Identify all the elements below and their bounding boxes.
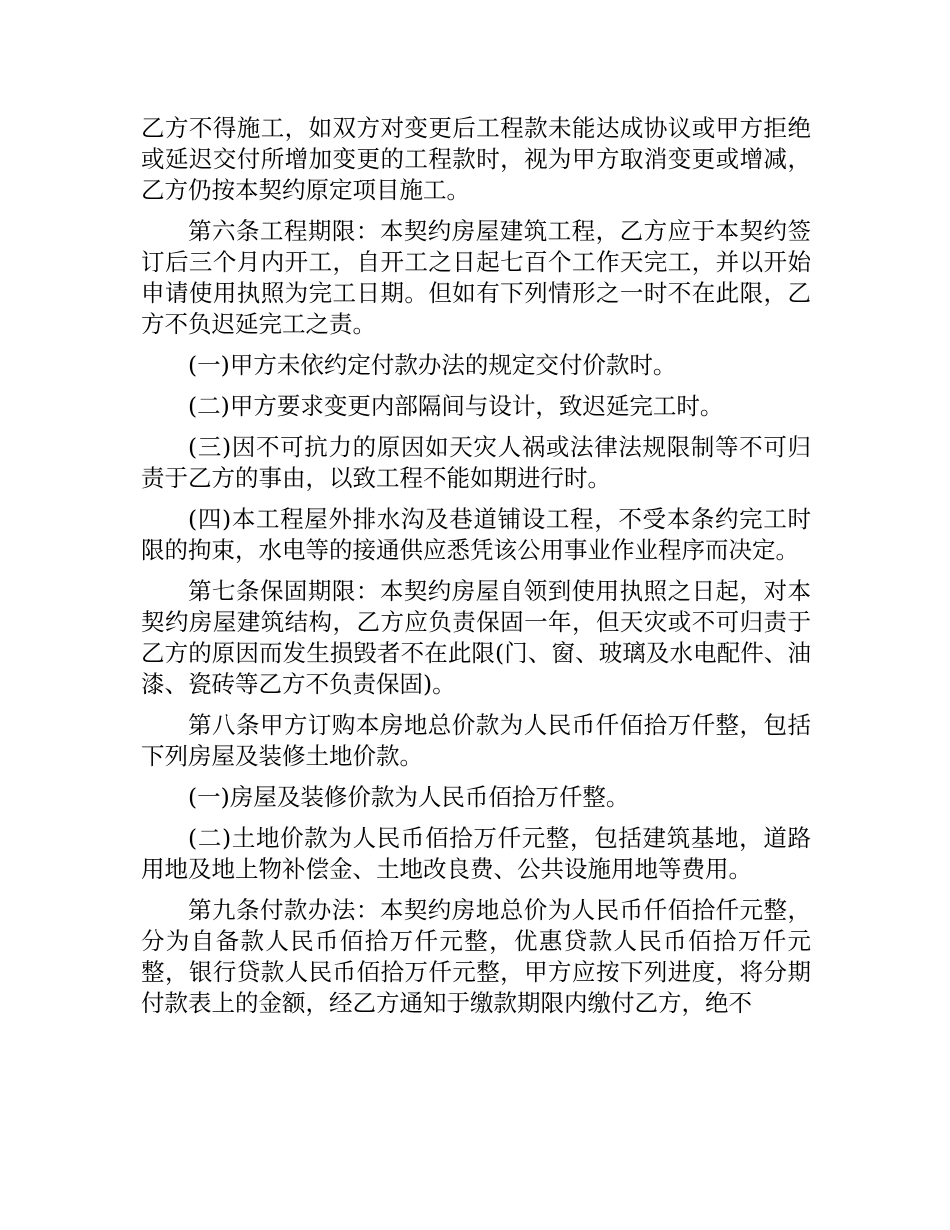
paragraph-article-6-item-3: (三)因不可抗力的原因如天灾人祸或法律法规限制等不可归责于乙方的事由，以致工程不能如期进行时。 xyxy=(141,433,811,492)
paragraph-article-7: 第七条保固期限：本契约房屋自领到使用执照之日起，对本契约房屋建筑结构，乙方应负责保固一年，但天灾或不可归责于乙方的原因而发生损毁者不在此限(门、窗、玻璃及水电配件、油漆、瓷砖等乙方不负责保固)。 xyxy=(141,577,811,698)
paragraph-article-6: 第六条工程期限：本契约房屋建筑工程，乙方应于本契约签订后三个月内开工，自开工之日起七百个工作天完工，并以开始申请使用执照为完工日期。但如有下列情形之一时不在此限，乙方不负迟延完工之责。 xyxy=(141,217,811,338)
paragraph-continuation: 乙方不得施工，如双方对变更后工程款未能达成协议或甲方拒绝或延迟交付所增加变更的工程款时，视为甲方取消变更或增减，乙方仍按本契约原定项目施工。 xyxy=(141,114,811,204)
paragraph-article-6-item-2: (二)甲方要求变更内部隔间与设计，致迟延完工时。 xyxy=(188,392,724,420)
paragraph-article-6-item-1: (一)甲方未依约定付款办法的规定交付价款时。 xyxy=(188,351,677,379)
paragraph-article-8-item-1: (一)房屋及装修价款为人民币佰拾万仟整。 xyxy=(188,783,630,811)
paragraph-article-6-item-4: (四)本工程屋外排水沟及巷道铺设工程，不受本条约完工时限的拘束，水电等的接通供应悉凭该公用事业作业程序而决定。 xyxy=(141,505,811,564)
paragraph-article-8: 第八条甲方订购本房地总价款为人民币仟佰拾万仟整，包括下列房屋及装修土地价款。 xyxy=(141,711,811,770)
paragraph-article-9: 第九条付款办法：本契约房地总价为人民币仟佰拾仟元整，分为自备款人民币佰拾万仟元整，优惠贷款人民币佰拾万仟元整，银行贷款人民币佰拾万仟元整，甲方应按下列进度，将分期付款表上的金额，经乙方通知于缴款期限内缴付乙方，绝不 xyxy=(141,896,811,1017)
document-body xyxy=(141,113,811,1029)
paragraph-article-8-item-2: (二)土地价款为人民币佰拾万仟元整，包括建筑基地，道路用地及地上物补偿金、土地改良费、公共设施用地等费用。 xyxy=(141,824,811,883)
